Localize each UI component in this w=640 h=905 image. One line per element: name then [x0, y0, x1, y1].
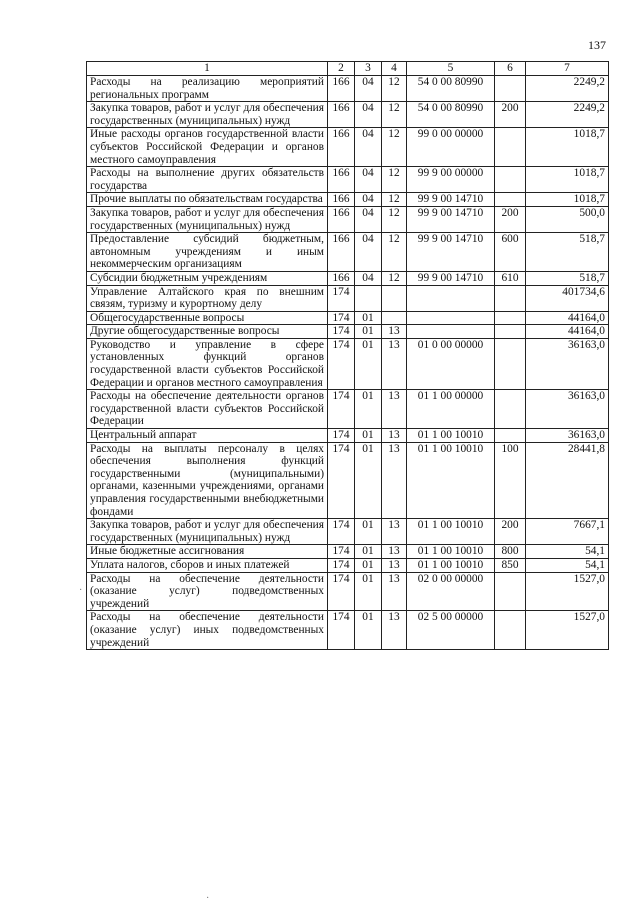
- row-amount-cell: 28441,8: [526, 442, 609, 519]
- row-amount-cell: 2249,2: [526, 102, 609, 128]
- row-expense-type-cell: 100: [495, 442, 526, 519]
- row-target-item-cell: 99 9 00 14710: [407, 193, 495, 207]
- row-section-cell: 04: [355, 128, 382, 167]
- row-target-item-cell: [407, 285, 495, 311]
- row-expense-type-cell: [495, 390, 526, 429]
- row-subsection-cell: 12: [382, 76, 407, 102]
- row-code-cell: 174: [328, 338, 355, 389]
- row-amount-cell: 44164,0: [526, 325, 609, 339]
- row-subsection-cell: [382, 311, 407, 325]
- row-target-item-cell: 01 1 00 10010: [407, 429, 495, 443]
- row-subsection-cell: 12: [382, 128, 407, 167]
- row-subsection-cell: 12: [382, 167, 407, 193]
- row-code-cell: 174: [328, 572, 355, 611]
- row-subsection-cell: 13: [382, 519, 407, 545]
- scan-speck: ·: [79, 585, 83, 596]
- row-code-cell: 174: [328, 285, 355, 311]
- row-section-cell: 01: [355, 545, 382, 559]
- row-name-cell: Предоставление субсидий бюджетным, автономным учреждениям и иным некоммерческим организациям: [87, 233, 328, 272]
- row-section-cell: 04: [355, 102, 382, 128]
- row-expense-type-cell: [495, 285, 526, 311]
- row-name-cell: Управление Алтайского края по внешним связям, туризму и курортному делу: [87, 285, 328, 311]
- row-code-cell: 174: [328, 325, 355, 339]
- row-amount-cell: 2249,2: [526, 76, 609, 102]
- row-code-cell: 166: [328, 167, 355, 193]
- row-amount-cell: 36163,0: [526, 429, 609, 443]
- table-row: [87, 167, 609, 193]
- row-section-cell: 01: [355, 325, 382, 339]
- row-subsection-cell: 13: [382, 558, 407, 572]
- row-section-cell: 04: [355, 271, 382, 285]
- column-header: 1: [87, 62, 328, 76]
- row-target-item-cell: 99 9 00 14710: [407, 233, 495, 272]
- header-row: [87, 62, 609, 76]
- row-amount-cell: 1527,0: [526, 611, 609, 650]
- row-subsection-cell: 13: [382, 572, 407, 611]
- table-row: [87, 271, 609, 285]
- row-subsection-cell: 12: [382, 102, 407, 128]
- row-target-item-cell: 02 0 00 00000: [407, 572, 495, 611]
- row-code-cell: 166: [328, 206, 355, 232]
- row-section-cell: 04: [355, 193, 382, 207]
- row-code-cell: 174: [328, 558, 355, 572]
- column-header: 7: [526, 62, 609, 76]
- row-name-cell: Расходы на обеспечение деятельности (оказание услуг) подведомственных учреждений: [87, 572, 328, 611]
- row-target-item-cell: [407, 325, 495, 339]
- row-subsection-cell: 12: [382, 233, 407, 272]
- row-amount-cell: 54,1: [526, 545, 609, 559]
- table-row: [87, 206, 609, 232]
- table-row: [87, 519, 609, 545]
- row-section-cell: 04: [355, 233, 382, 272]
- row-section-cell: 04: [355, 206, 382, 232]
- table-row: [87, 285, 609, 311]
- row-subsection-cell: 13: [382, 442, 407, 519]
- table-row: [87, 558, 609, 572]
- row-name-cell: Центральный аппарат: [87, 429, 328, 443]
- row-target-item-cell: 99 9 00 00000: [407, 167, 495, 193]
- row-target-item-cell: 01 1 00 10010: [407, 519, 495, 545]
- row-section-cell: 01: [355, 611, 382, 650]
- row-name-cell: Общегосударственные вопросы: [87, 311, 328, 325]
- row-section-cell: 04: [355, 76, 382, 102]
- row-amount-cell: 36163,0: [526, 338, 609, 389]
- row-target-item-cell: [407, 311, 495, 325]
- row-subsection-cell: 13: [382, 429, 407, 443]
- row-code-cell: 166: [328, 102, 355, 128]
- row-name-cell: Расходы на выполнение других обязательств государства: [87, 167, 328, 193]
- row-expense-type-cell: [495, 338, 526, 389]
- table-row: [87, 311, 609, 325]
- table-row: [87, 233, 609, 272]
- row-subsection-cell: 13: [382, 390, 407, 429]
- row-code-cell: 174: [328, 611, 355, 650]
- row-target-item-cell: 02 5 00 00000: [407, 611, 495, 650]
- row-name-cell: Расходы на реализацию мероприятий региональных программ: [87, 76, 328, 102]
- column-header: 6: [495, 62, 526, 76]
- row-code-cell: 174: [328, 442, 355, 519]
- row-code-cell: 174: [328, 311, 355, 325]
- row-name-cell: Закупка товаров, работ и услуг для обеспечения государственных (муниципальных) нужд: [87, 206, 328, 232]
- row-expense-type-cell: [495, 429, 526, 443]
- row-name-cell: Закупка товаров, работ и услуг для обеспечения государственных (муниципальных) нужд: [87, 519, 328, 545]
- row-subsection-cell: 12: [382, 206, 407, 232]
- row-expense-type-cell: [495, 193, 526, 207]
- column-header: 5: [407, 62, 495, 76]
- row-target-item-cell: 01 0 00 00000: [407, 338, 495, 389]
- row-expense-type-cell: [495, 325, 526, 339]
- row-section-cell: 01: [355, 572, 382, 611]
- row-code-cell: 166: [328, 193, 355, 207]
- budget-table: [86, 61, 609, 650]
- table-row: [87, 429, 609, 443]
- row-expense-type-cell: [495, 167, 526, 193]
- row-target-item-cell: 99 9 00 14710: [407, 206, 495, 232]
- row-subsection-cell: 13: [382, 545, 407, 559]
- column-header: 3: [355, 62, 382, 76]
- row-expense-type-cell: 200: [495, 519, 526, 545]
- column-header: 4: [382, 62, 407, 76]
- table-row: [87, 611, 609, 650]
- row-expense-type-cell: 200: [495, 206, 526, 232]
- table-row: [87, 545, 609, 559]
- table-row: [87, 390, 609, 429]
- row-expense-type-cell: [495, 572, 526, 611]
- table-row: [87, 128, 609, 167]
- row-target-item-cell: 99 9 00 14710: [407, 271, 495, 285]
- row-name-cell: Расходы на выплаты персоналу в целях обеспечения выполнения функций государственными (муниципальными) органами, казенными учреждениями, органами управления государственными внебюджетными фондами: [87, 442, 328, 519]
- row-amount-cell: 401734,6: [526, 285, 609, 311]
- table-row: [87, 572, 609, 611]
- row-expense-type-cell: [495, 76, 526, 102]
- row-code-cell: 166: [328, 128, 355, 167]
- row-name-cell: Уплата налогов, сборов и иных платежей: [87, 558, 328, 572]
- row-amount-cell: 1018,7: [526, 128, 609, 167]
- row-amount-cell: 500,0: [526, 206, 609, 232]
- row-expense-type-cell: [495, 311, 526, 325]
- row-amount-cell: 1527,0: [526, 572, 609, 611]
- table-body: [87, 76, 609, 650]
- row-section-cell: [355, 285, 382, 311]
- row-subsection-cell: 13: [382, 611, 407, 650]
- row-code-cell: 174: [328, 519, 355, 545]
- row-section-cell: 04: [355, 167, 382, 193]
- row-subsection-cell: [382, 285, 407, 311]
- row-code-cell: 174: [328, 429, 355, 443]
- row-name-cell: Прочие выплаты по обязательствам государства: [87, 193, 328, 207]
- row-target-item-cell: 54 0 00 80990: [407, 76, 495, 102]
- scan-speck: ·: [206, 893, 210, 904]
- table-row: [87, 193, 609, 207]
- table-row: [87, 76, 609, 102]
- row-amount-cell: 36163,0: [526, 390, 609, 429]
- table-row: [87, 338, 609, 389]
- row-section-cell: 01: [355, 429, 382, 443]
- row-expense-type-cell: [495, 611, 526, 650]
- table-row: [87, 325, 609, 339]
- table-row: [87, 442, 609, 519]
- row-expense-type-cell: 610: [495, 271, 526, 285]
- row-name-cell: Расходы на обеспечение деятельности (оказание услуг) иных подведомственных учреждений: [87, 611, 328, 650]
- row-target-item-cell: 01 1 00 10010: [407, 558, 495, 572]
- row-subsection-cell: 13: [382, 325, 407, 339]
- row-expense-type-cell: 200: [495, 102, 526, 128]
- row-amount-cell: 518,7: [526, 271, 609, 285]
- row-code-cell: 166: [328, 233, 355, 272]
- row-amount-cell: 1018,7: [526, 167, 609, 193]
- row-name-cell: Расходы на обеспечение деятельности органов государственной власти субъектов Российской Федерации: [87, 390, 328, 429]
- row-code-cell: 166: [328, 76, 355, 102]
- row-section-cell: 01: [355, 519, 382, 545]
- row-subsection-cell: 12: [382, 193, 407, 207]
- row-section-cell: 01: [355, 390, 382, 429]
- row-name-cell: Иные бюджетные ассигнования: [87, 545, 328, 559]
- row-code-cell: 174: [328, 390, 355, 429]
- row-section-cell: 01: [355, 311, 382, 325]
- row-expense-type-cell: 800: [495, 545, 526, 559]
- row-name-cell: Другие общегосударственные вопросы: [87, 325, 328, 339]
- row-target-item-cell: 01 1 00 10010: [407, 545, 495, 559]
- row-section-cell: 01: [355, 558, 382, 572]
- row-target-item-cell: 99 0 00 00000: [407, 128, 495, 167]
- row-section-cell: 01: [355, 442, 382, 519]
- row-section-cell: 01: [355, 338, 382, 389]
- row-expense-type-cell: 600: [495, 233, 526, 272]
- page-number: 137: [588, 38, 606, 52]
- row-amount-cell: 7667,1: [526, 519, 609, 545]
- row-expense-type-cell: 850: [495, 558, 526, 572]
- row-subsection-cell: 12: [382, 271, 407, 285]
- table-row: [87, 102, 609, 128]
- row-name-cell: Руководство и управление в сфере установленных функций органов государственной власти субъектов Российской Федерации и органов местного самоуправления: [87, 338, 328, 389]
- row-amount-cell: 44164,0: [526, 311, 609, 325]
- row-name-cell: Иные расходы органов государственной власти субъектов Российской Федерации и органов местного самоуправления: [87, 128, 328, 167]
- row-amount-cell: 54,1: [526, 558, 609, 572]
- row-amount-cell: 518,7: [526, 233, 609, 272]
- row-name-cell: Закупка товаров, работ и услуг для обеспечения государственных (муниципальных) нужд: [87, 102, 328, 128]
- row-code-cell: 174: [328, 545, 355, 559]
- row-code-cell: 166: [328, 271, 355, 285]
- row-target-item-cell: 01 1 00 10010: [407, 442, 495, 519]
- row-expense-type-cell: [495, 128, 526, 167]
- row-name-cell: Субсидии бюджетным учреждениям: [87, 271, 328, 285]
- row-target-item-cell: 01 1 00 00000: [407, 390, 495, 429]
- column-header: 2: [328, 62, 355, 76]
- row-subsection-cell: 13: [382, 338, 407, 389]
- row-amount-cell: 1018,7: [526, 193, 609, 207]
- row-target-item-cell: 54 0 00 80990: [407, 102, 495, 128]
